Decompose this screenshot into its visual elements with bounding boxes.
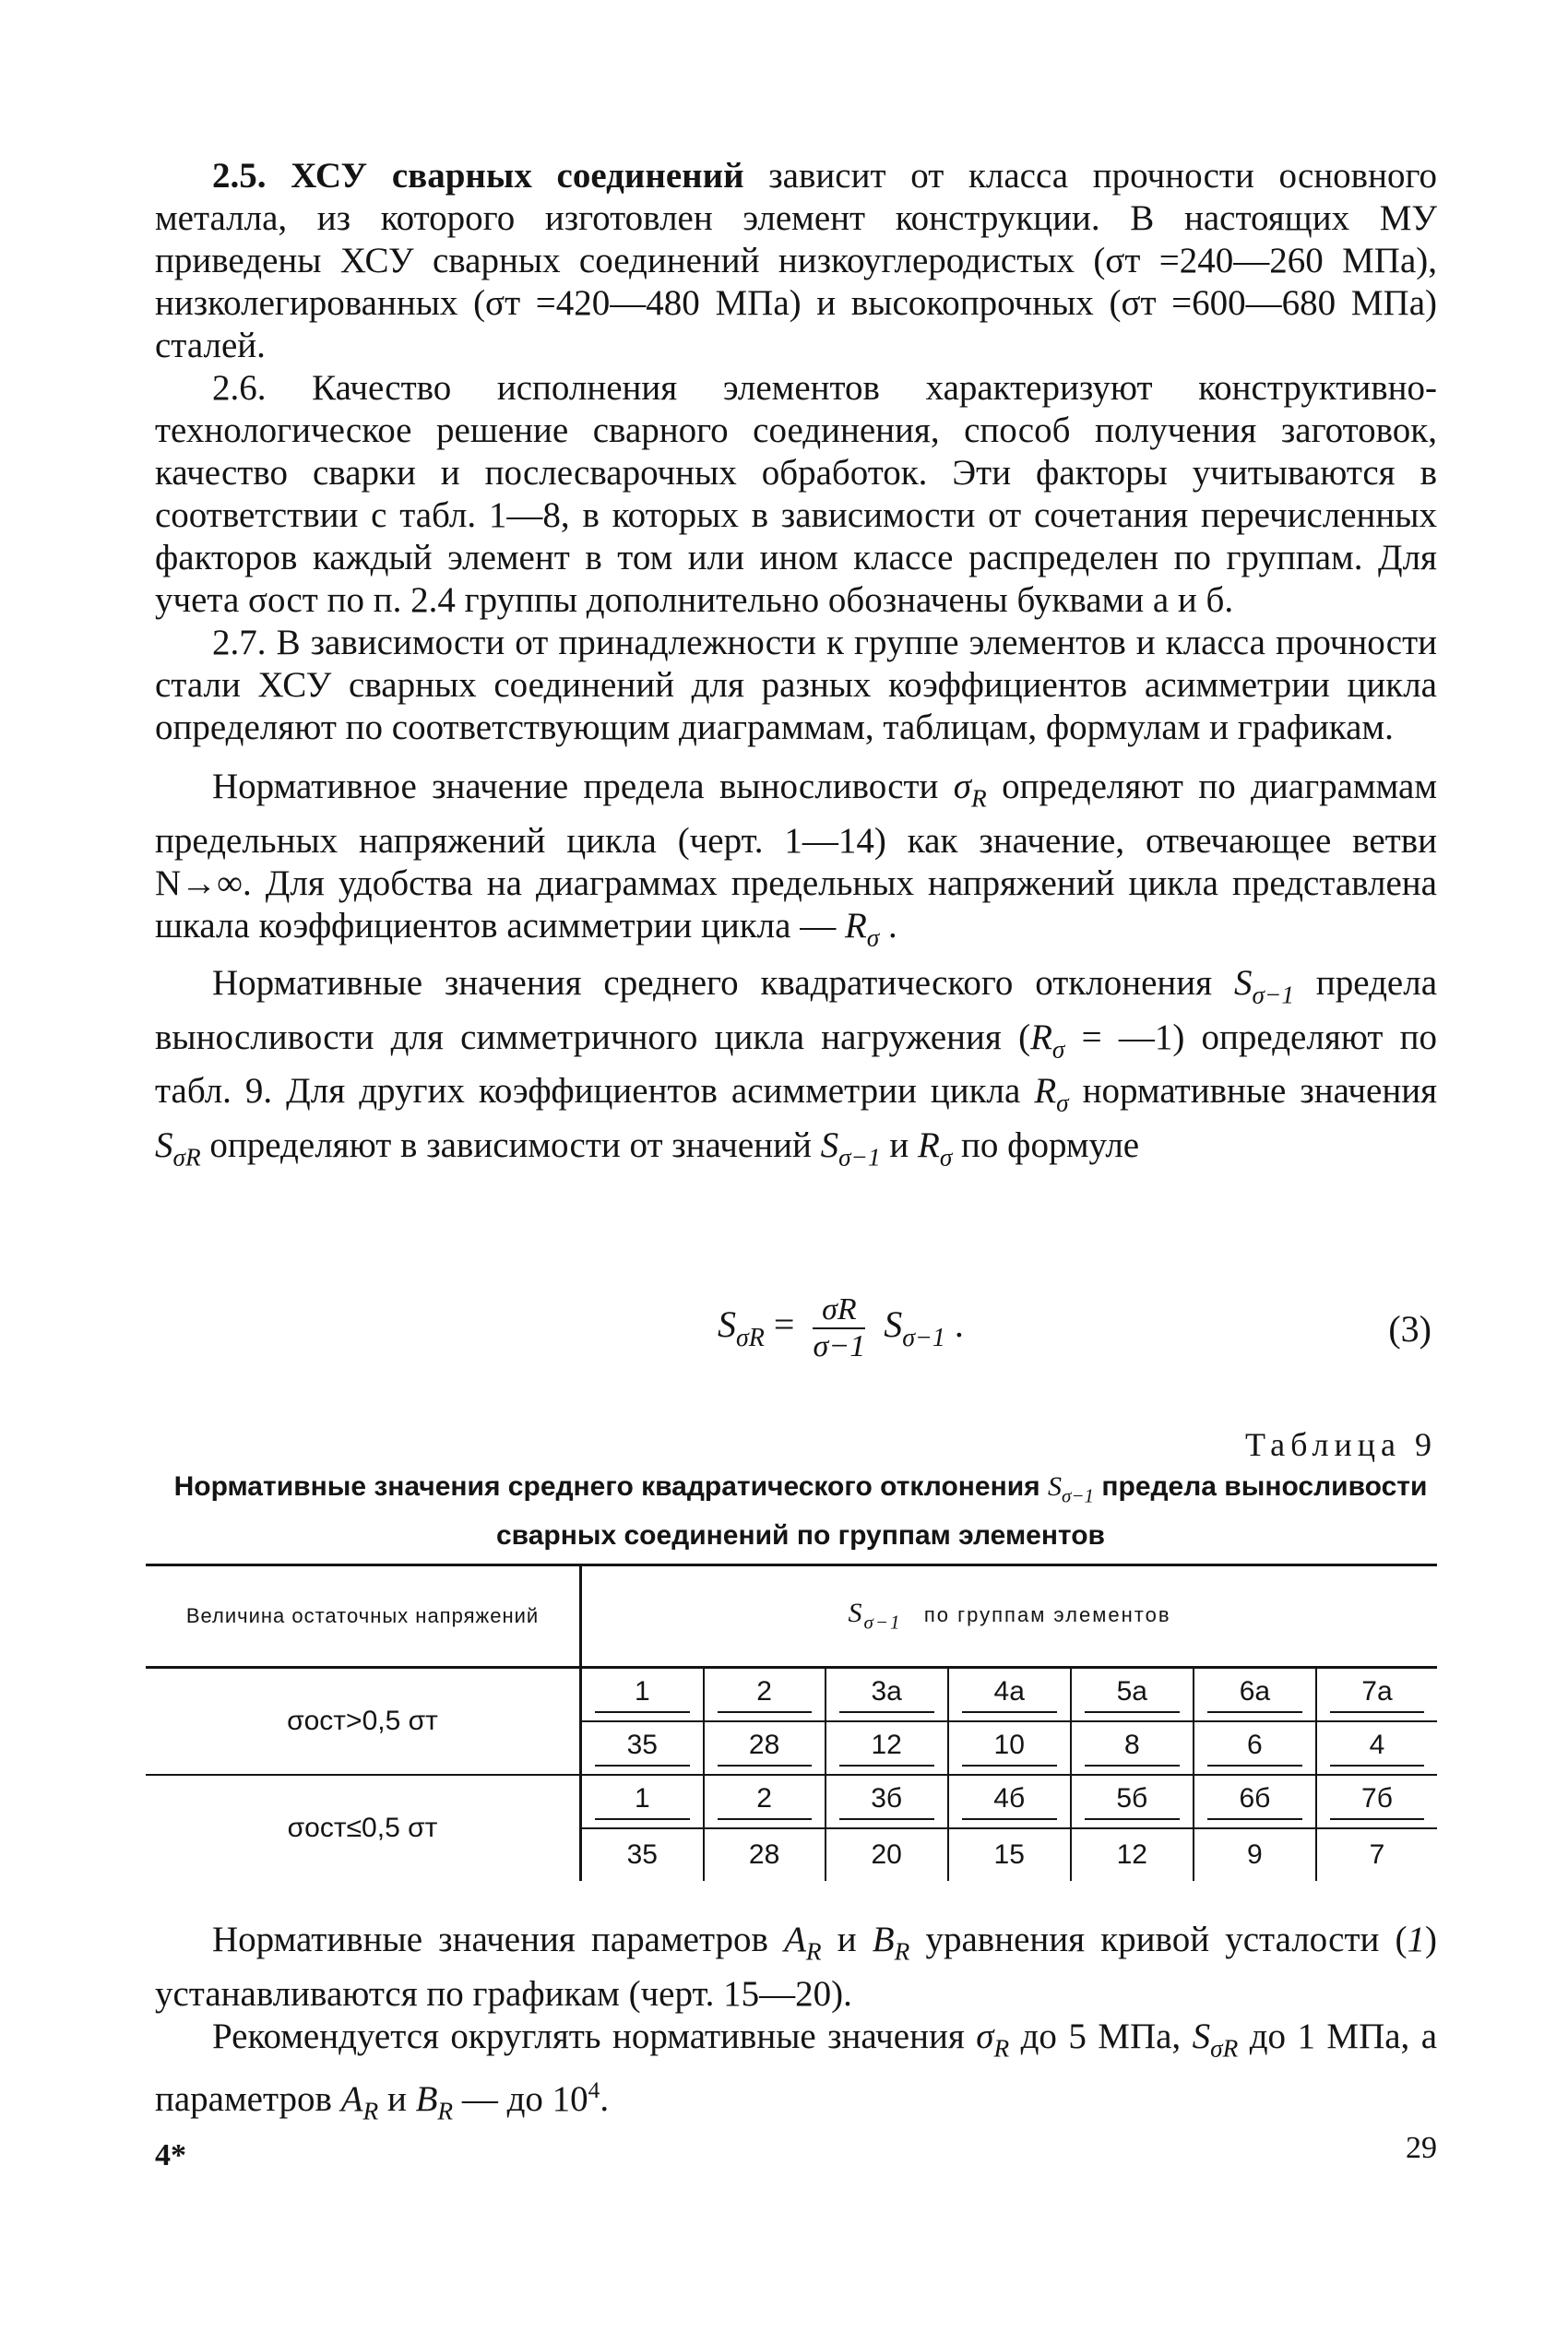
r-sigma-symbol: $R_\sigma$: [844, 905, 880, 952]
paragraph-2-6: 2.6. Качество исполнения элементов характеризуют конструктивно-технологическое решение сварного соединения, способ получения заготовок, качество сварки и послесварочных обработок. Эти факторы учитываются в соответствии с табл. 1—8, в которых в зависимости от сочетания перечисленных факторов каждый элемент в том или ином классе распределен по группам. Для учета σост по п. 2.4 группы дополнительно обозначены буквами а и б.: [155, 368, 1437, 620]
paragraph-2-5-body: зависит от класса прочности основного металла, из которого изготовлен элемент конструкции. В настоящих МУ приведены ХСУ сварных соединений низкоуглеродистых (σт =240—260 МПа), низколегированных (σт =420—480 МПа) и высокопрочных (σт =600—680 МПа) сталей.: [155, 156, 1437, 365]
row-label-low: σост≤0,5 σт: [146, 1775, 581, 1881]
table-row-low-values: 35 28 20 15 12 9 7: [146, 1828, 1437, 1881]
table-label: Таблица 9: [1245, 1426, 1437, 1463]
paragraph-2-5-lead: 2.5. ХСУ сварных соединений: [212, 156, 744, 196]
table-row-high-values: 35 28 12 10 8 6 4: [146, 1721, 1437, 1775]
table-row-high-groups: σост>0,5 σт 1 2 3а 4а 5а 6а 7а: [146, 1668, 1437, 1722]
page-number: 29: [1406, 2131, 1437, 2165]
paragraph-normative-limit: Нормативное значение предела выносливости $\sigma_R$ определяют по диаграммам предельных напряжений цикла (черт. 1—14) как значение, отвечающее ветви N→∞. Для удобства на диаграммах предельных напряжений цикла представлена шкала коэффициентов асимметрии цикла — $R_\sigma$ .: [155, 767, 1437, 952]
sigma-r-symbol: $\sigma_R$: [953, 767, 987, 813]
paragraph-rounding: Рекомендуется округлять нормативные значения $\sigma_R$ до 5 МПа, $S_{\sigma R}$ до 1 МПа, а параметров $A_R$ и $B_R$ — до $10^4$.: [155, 2016, 1438, 2125]
paragraph-fatigue-params: Нормативные значения параметров $A_R$ и $B_R$ уравнения кривой усталости (1) устанавливаются по графикам (черт. 15—20).: [155, 1920, 1438, 2014]
table-header-residual-stress: Величина остаточных напряжений: [146, 1565, 581, 1668]
table-row-low-groups: σост≤0,5 σт 1 2 3б 4б 5б 6б 7б: [146, 1775, 1437, 1828]
table-header-s-groups: $S_{\sigma-1}$ по группам элементов: [581, 1565, 1438, 1668]
formula-fraction: $\frac{\sigma R}{\sigma-1}$: [813, 1292, 866, 1363]
after-table-text: [155, 1919, 1437, 2133]
main-text: [155, 155, 1437, 1178]
row-label-high: σост>0,5 σт: [146, 1668, 581, 1776]
paragraph-2-7: 2.7. В зависимости от принадлежности к группе элементов и класса прочности стали ХСУ сварных соединений для разных коэффициентов асимметрии цикла определяют по соответствующим диаграммам, таблицам, формулам и графикам.: [155, 623, 1437, 747]
table-9: [146, 1564, 1437, 1881]
paragraph-standard-deviation: Нормативные значения среднего квадратического отклонения $S_{\sigma-1}$ предела выносливости для симметричного цикла нагружения ($R_\sigma$ = —1) определяют по табл. 9. Для других коэффициентов асимметрии цикла $R_\sigma$ нормативные значения $S_{\sigma R}$ определяют в зависимости от значений $S_{\sigma-1}$ и $R_\sigma$ по формуле: [155, 963, 1438, 1172]
formula-expression: $S_{\sigma R}$ = $\frac{\sigma R}{\sigma-1}$ $S_{\sigma-1}$ .: [718, 1292, 964, 1363]
table-title: Нормативные значения среднего квадратического отклонения $S_{\sigma-1}$ предела выносливости сварных соединений по группам элементов: [173, 1471, 1428, 1552]
formula-3: [155, 1287, 1437, 1370]
signature-mark: 4*: [155, 2138, 186, 2172]
equation-number: (3): [1388, 1308, 1431, 1350]
paragraph-2-5: [155, 155, 1437, 367]
